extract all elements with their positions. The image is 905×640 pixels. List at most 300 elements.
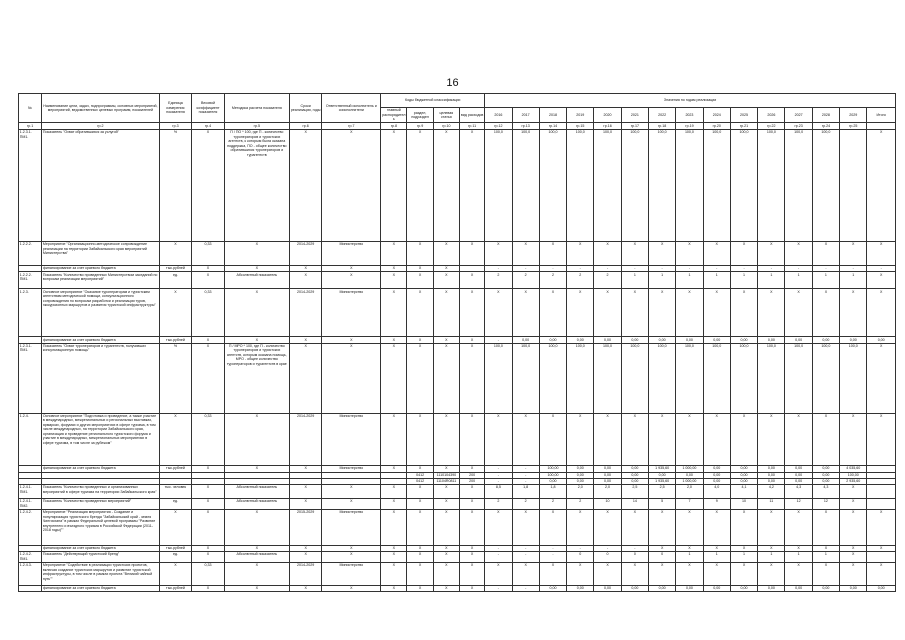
row-code-target: X (433, 465, 459, 472)
row-year-value: 0 (567, 552, 594, 563)
row-year-value: X (512, 562, 539, 585)
header-name: Наименование цели, задач, подпрограммы, основных мероприятий, мероприятий, ведомственных целевых программ, показателей (42, 94, 160, 123)
row-year-value: 100,0 (512, 130, 539, 242)
header-no: № (19, 94, 42, 123)
header-weight: Весовой коэффициент показателя (192, 94, 225, 123)
row-method: Абсолютный показатель (224, 499, 289, 510)
row-code-target: X (433, 585, 459, 591)
column-number: гр.1 (19, 123, 42, 130)
column-number: гр.24 (812, 123, 839, 130)
row-code-gr: X (381, 289, 407, 337)
row-unit: тыс. человек (159, 485, 192, 499)
column-number: гр.14 (539, 123, 566, 130)
row-year-value: X (730, 509, 757, 545)
row-year-value: 1 (758, 552, 785, 563)
row-number: 1.2.4.2. (19, 509, 42, 545)
row-code-section: X (407, 485, 433, 499)
row-year-value: X (812, 509, 839, 545)
row-year-value: X (840, 485, 867, 499)
row-year-value: 100,0 (567, 130, 594, 242)
row-code-expense: X (459, 509, 484, 545)
row-code-section: X (407, 585, 433, 591)
row-year-value: X (785, 562, 812, 585)
row-year-value: 0,00 (758, 465, 785, 472)
row-responsible: X (322, 343, 381, 413)
table-row (19, 413, 896, 465)
row-year-value: - (594, 266, 621, 272)
row-code-target: X (433, 485, 459, 499)
row-year-value: X (785, 509, 812, 545)
header-responsible: Ответственный исполнитель и соисполнители (322, 94, 381, 123)
row-total (867, 485, 896, 499)
row-year-value: 0,00 (621, 465, 648, 472)
header-year: 2017 (512, 108, 539, 123)
row-code-section: X (407, 552, 433, 563)
row-weight: X (192, 343, 225, 413)
column-number: гр.5 (224, 123, 289, 130)
row-year-value: - (539, 545, 566, 551)
header-year: 2027 (785, 108, 812, 123)
row-year-value: 0,00 (594, 478, 621, 484)
row-code-expense: X (459, 272, 484, 289)
row-year-value: X (703, 562, 730, 585)
row-year-value: - (485, 472, 512, 478)
row-year-value: X (812, 413, 839, 465)
row-year-value: 10 (730, 499, 757, 510)
row-year-value: 100,00 (539, 465, 566, 472)
row-code-gr: X (381, 337, 407, 343)
row-year-value: 1 000,00 (676, 465, 703, 472)
row-year-value: X (840, 509, 867, 545)
row-code-expense: X (459, 585, 484, 591)
row-year-value: - (512, 585, 539, 591)
header-unit: Единица измерения показателя (159, 94, 192, 123)
row-code-expense: 200 (459, 472, 484, 478)
row-year-value: 0,00 (758, 585, 785, 591)
row-code-gr: X (381, 585, 407, 591)
table-row (19, 552, 896, 563)
row-code-target: X (433, 499, 459, 510)
row-year-value: X (567, 562, 594, 585)
header-year: 2022 (649, 108, 676, 123)
row-year-value: X (621, 242, 648, 266)
column-number: гр.3 (159, 123, 192, 130)
column-number: гр.12 (485, 123, 512, 130)
row-year-value: - (485, 545, 512, 551)
row-year-value: 1 (840, 272, 867, 289)
row-number: 1.2.3. (19, 289, 42, 337)
row-code-expense: X (459, 413, 484, 465)
row-term: X (289, 585, 322, 591)
row-method: X (224, 413, 289, 465)
row-year-value: 5 (649, 499, 676, 510)
row-year-value: X (485, 509, 512, 545)
row-year-value: 100,0 (703, 130, 730, 242)
row-year-value: X (539, 242, 566, 266)
row-method: X (224, 266, 289, 272)
row-code-target: 11104R0811 (433, 478, 459, 484)
row-year-value: X (485, 413, 512, 465)
row-year-value: 0,00 (812, 465, 839, 472)
table-body (19, 130, 896, 592)
row-year-value: 0,00 (594, 585, 621, 591)
row-year-value: X (703, 509, 730, 545)
table-row (19, 272, 896, 289)
row-unit: ед. (159, 272, 192, 289)
row-responsible: X (322, 130, 381, 242)
row-year-value: 100,0 (785, 343, 812, 413)
row-unit: X (159, 413, 192, 465)
row-year-value: X (758, 413, 785, 465)
row-year-value: X (812, 242, 839, 266)
row-year-value: 0,00 (785, 478, 812, 484)
row-year-value: X (594, 242, 621, 266)
row-year-value: - (785, 266, 812, 272)
row-year-value: 100,0 (567, 343, 594, 413)
row-total: X (867, 562, 896, 585)
row-year-value: X (485, 242, 512, 266)
row-year-value: 0,00 (649, 585, 676, 591)
row-year-value: X (594, 562, 621, 585)
row-code-section: X (407, 343, 433, 413)
row-responsible: X (322, 499, 381, 510)
row-code-target: X (433, 562, 459, 585)
row-unit: тыс.рублей (159, 266, 192, 272)
row-year-value: 2,5 (621, 485, 648, 499)
row-year-value: - (649, 266, 676, 272)
row-year-value: X (649, 509, 676, 545)
row-weight: 0,33 (192, 562, 225, 585)
header-budget-codes: Коды бюджетной классификации (381, 94, 485, 108)
row-term: X (289, 465, 322, 472)
row-year-value: X (621, 562, 648, 585)
row-year-value: X (649, 289, 676, 337)
row-unit: тыс.рублей (159, 545, 192, 551)
row-year-value: X (785, 413, 812, 465)
row-year-value: X (649, 562, 676, 585)
header-year: 2018 (539, 108, 566, 123)
row-name: Показатель "Охват обратившихся за услугой" (42, 130, 160, 242)
column-number (867, 123, 896, 130)
row-year-value: 0,00 (785, 472, 812, 478)
row-term: X (289, 337, 322, 343)
row-year-value: X (539, 413, 566, 465)
row-year-value: X (840, 499, 867, 510)
row-total: X (867, 272, 896, 289)
row-year-value: X (539, 562, 566, 585)
row-year-value: 0 (649, 552, 676, 563)
column-number: гр.15 (567, 123, 594, 130)
row-year-value: 100,0 (676, 343, 703, 413)
row-year-value: X (512, 509, 539, 545)
row-year-value: - (567, 266, 594, 272)
row-year-value: X (676, 509, 703, 545)
row-year-value: 0,00 (812, 472, 839, 478)
row-year-value: 2,0 (567, 485, 594, 499)
header-year: 2025 (730, 108, 757, 123)
row-weight: 0,33 (192, 289, 225, 337)
row-code-gr: X (381, 343, 407, 413)
row-year-value: X (512, 289, 539, 337)
table-header (19, 94, 896, 130)
row-year-value: 0,00 (703, 472, 730, 478)
row-name: Показатель "Количество проведенных и организованных мероприятий в сфере туризма на территории Забайкальского края" (42, 485, 160, 499)
row-year-value: X (539, 289, 566, 337)
row-code-gr: X (381, 509, 407, 545)
row-year-value: - (539, 266, 566, 272)
row-code-expense: 200 (459, 478, 484, 484)
row-number: 1.2.4. (19, 413, 42, 465)
row-term: X (289, 485, 322, 499)
row-year-value: 1 (812, 272, 839, 289)
row-year-value: X (621, 509, 648, 545)
row-number (19, 585, 42, 591)
row-year-value: X (676, 413, 703, 465)
row-year-value: 100,0 (703, 343, 730, 413)
row-year-value: - (485, 266, 512, 272)
row-year-value: 0,00 (785, 465, 812, 472)
row-year-value: X (703, 242, 730, 266)
row-year-value: 4,1 (730, 485, 757, 499)
row-year-value: 1 (703, 272, 730, 289)
row-year-value: 0,00 (512, 337, 539, 343)
row-year-value: 0,00 (730, 478, 757, 484)
row-weight: X (192, 552, 225, 563)
row-code-section: X (407, 465, 433, 472)
row-unit: X (159, 562, 192, 585)
table-row (19, 562, 896, 585)
row-year-value: 100,0 (812, 343, 839, 413)
row-number: 1.2.2.2. (19, 242, 42, 266)
row-responsible: X (322, 266, 381, 272)
row-weight: X (192, 485, 225, 499)
column-number: гр.17 (621, 123, 648, 130)
row-term: X (289, 130, 322, 242)
row-year-value: - (730, 266, 757, 272)
row-code-section: X (407, 545, 433, 551)
row-year-value: 0,00 (785, 337, 812, 343)
row-responsible: X (322, 485, 381, 499)
table-row (19, 499, 896, 510)
row-weight: 0,33 (192, 413, 225, 465)
row-year-value: X (485, 562, 512, 585)
table-row (19, 242, 896, 266)
row-name: Мероприятие "Организационно-методическое сопровождение реализации на территории Забайкальского края мероприятий Министерства" (42, 242, 160, 266)
row-year-value: 1,8 (539, 485, 566, 499)
row-year-value: 2,0 (676, 485, 703, 499)
row-unit: ед. (159, 499, 192, 510)
row-year-value: 7 (676, 499, 703, 510)
row-number (19, 465, 42, 472)
row-code-gr: X (381, 552, 407, 563)
row-responsible: X (322, 552, 381, 563)
row-term: X (289, 552, 322, 563)
row-method: X (224, 465, 289, 472)
row-year-value: 2 (567, 499, 594, 510)
row-total: X (867, 242, 896, 266)
row-code-gr: X (381, 562, 407, 585)
row-year-value: 100,0 (758, 343, 785, 413)
row-method: X (224, 289, 289, 337)
row-responsible: Министерство (322, 562, 381, 585)
row-year-value: 0,00 (840, 585, 867, 591)
header-year: 2028 (812, 108, 839, 123)
row-name: Мероприятие "Содействие в реализации туристских проектов, включая создание туристских маршрутов и развитие туристской инфраструктуры, в том числе в рамках проекта "Великий чайный путь"" (42, 562, 160, 585)
row-year-value: 0,00 (567, 585, 594, 591)
row-method: X (224, 545, 289, 551)
row-year-value: 0,00 (676, 472, 703, 478)
row-year-value: 0,00 (649, 472, 676, 478)
row-unit: ед. (159, 552, 192, 563)
row-weight: X (192, 509, 225, 545)
row-year-value: - (485, 465, 512, 472)
row-year-value: 100,0 (485, 130, 512, 242)
row-year-value: X (812, 545, 839, 551)
row-year-value: - (512, 552, 539, 563)
row-year-value: - (539, 552, 566, 563)
row-year-value: 0,00 (539, 478, 566, 484)
row-unit: X (159, 289, 192, 337)
row-code-target: X (433, 509, 459, 545)
row-year-value: 100,00 (539, 472, 566, 478)
row-year-value: 0,00 (730, 465, 757, 472)
row-year-value: 1 (730, 272, 757, 289)
row-method: X (224, 585, 289, 591)
row-method: X (224, 562, 289, 585)
row-code-section: X (407, 499, 433, 510)
row-code-section: X (407, 266, 433, 272)
row-year-value: - (840, 266, 867, 272)
row-code-section: X (407, 272, 433, 289)
row-code-section: X (407, 242, 433, 266)
row-year-value: 0,00 (703, 585, 730, 591)
row-year-value: 2 (485, 272, 512, 289)
row-method: П / ПО * 100, где П - количество туроператоров и туристских агентств, к которым была оказана поддержка, ПО - общее количество обратившихся туроператоров и турагентств (224, 130, 289, 242)
row-code-gr: X (381, 465, 407, 472)
row-responsible: Министерство (322, 242, 381, 266)
row-year-value: - (567, 545, 594, 551)
row-unit: X (159, 242, 192, 266)
column-number: гр.25 (840, 123, 867, 130)
row-name: Показатель "Охват туроператоров и турагентств, получивших консультационную помощь" (42, 343, 160, 413)
row-year-value: X (785, 545, 812, 551)
row-year-value: 1 (676, 552, 703, 563)
row-year-value: 11 (758, 499, 785, 510)
row-year-value: 1 (703, 552, 730, 563)
row-year-value: 0,00 (621, 585, 648, 591)
row-year-value: 0,00 (812, 337, 839, 343)
row-year-value: 0,00 (539, 585, 566, 591)
header-term: Сроки реализации, годы (289, 94, 322, 123)
row-year-value: X (621, 289, 648, 337)
row-code-section: 0412 (407, 478, 433, 484)
row-year-value: X (812, 289, 839, 337)
row-name: Мероприятие "Реализация мероприятия - Создание и популяризация туристского бренда "Забайкальский край - земля Чингисхана" в рамках Федеральной целевой программы "Развитие внутреннего и въездного туризма в Российской Федерации (2011-2018 годы)"" (42, 509, 160, 545)
row-year-value: X (539, 509, 566, 545)
row-term: 2014-2029 (289, 289, 322, 337)
row-year-value: 2,5 (649, 485, 676, 499)
row-responsible: X (322, 337, 381, 343)
row-year-value: 0,00 (567, 337, 594, 343)
row-year-value: 0,00 (730, 472, 757, 478)
row-year-value: 2 (567, 272, 594, 289)
row-unit: тыс.рублей (159, 585, 192, 591)
row-year-value: 2 (539, 272, 566, 289)
row-year-value: 1 (649, 272, 676, 289)
row-weight: X (192, 337, 225, 343)
column-number: гр.11 (459, 123, 484, 130)
row-year-value: X (621, 413, 648, 465)
row-name: Основное мероприятие "Оказание туроператорам и туристским агентствам методической помощи, консультационного сопровождения по вопросам разработки и реализации туров, экскурсионных маршрутов и развития туристской инфраструктуры" (42, 289, 160, 337)
row-year-value: 100,0 (539, 343, 566, 413)
column-number: гр.9 (407, 123, 433, 130)
row-year-value: 2 (485, 499, 512, 510)
row-year-value: 100,0 (621, 343, 648, 413)
row-year-value: X (567, 242, 594, 266)
row-code-target: X (433, 266, 459, 272)
row-weight: X (192, 266, 225, 272)
column-number: гр.10 (433, 123, 459, 130)
header-code-section: раздел, подраздел (407, 108, 433, 123)
row-code-target: X (433, 552, 459, 563)
row-year-value: 100,0 (730, 343, 757, 413)
row-year-value: 100,0 (621, 130, 648, 242)
row-code-section: X (407, 289, 433, 337)
row-year-value: 0,00 (703, 478, 730, 484)
row-year-value: 100,0 (485, 343, 512, 413)
row-responsible: X (322, 545, 381, 551)
row-code-gr: X (381, 242, 407, 266)
row-year-value: 2,0 (594, 485, 621, 499)
row-year-value: 100,0 (649, 343, 676, 413)
row-year-value: X (594, 413, 621, 465)
row-year-value: 0,00 (621, 337, 648, 343)
row-year-value: X (567, 413, 594, 465)
table-row (19, 465, 896, 472)
row-year-value: 0,00 (567, 465, 594, 472)
row-year-value: X (840, 562, 867, 585)
row-code-target: 1110104390 (433, 472, 459, 478)
row-year-value: 4,0 (703, 485, 730, 499)
row-number: 1.2.4.1. ПМ1. (19, 485, 42, 499)
row-year-value: 0,00 (567, 472, 594, 478)
row-year-value: X (567, 289, 594, 337)
row-year-value: 100,0 (730, 130, 757, 242)
row-total: 0,00 (867, 337, 896, 343)
column-number: гр.6 (289, 123, 322, 130)
row-code-gr: X (381, 413, 407, 465)
row-code-expense: X (459, 343, 484, 413)
row-year-value: 0,00 (758, 472, 785, 478)
row-year-value: - (758, 266, 785, 272)
row-year-value: 12 (812, 499, 839, 510)
row-unit: % (159, 343, 192, 413)
row-responsible: Министерство (322, 413, 381, 465)
row-year-value: 100,0 (594, 130, 621, 242)
row-number: 1.2.3.1. ПМ1. (19, 130, 42, 242)
row-year-value: 100,0 (758, 130, 785, 242)
row-name: финансирование за счет краевого бюджета (42, 337, 160, 343)
table-row (19, 130, 896, 242)
row-year-value: X (485, 289, 512, 337)
row-year-value: X (730, 545, 757, 551)
row-year-value: 0 (594, 552, 621, 563)
row-year-value: X (512, 242, 539, 266)
row-code-section: X (407, 337, 433, 343)
row-year-value: 2 (539, 499, 566, 510)
row-year-value: 2 (512, 272, 539, 289)
row-year-value: 4 035,60 (840, 465, 867, 472)
